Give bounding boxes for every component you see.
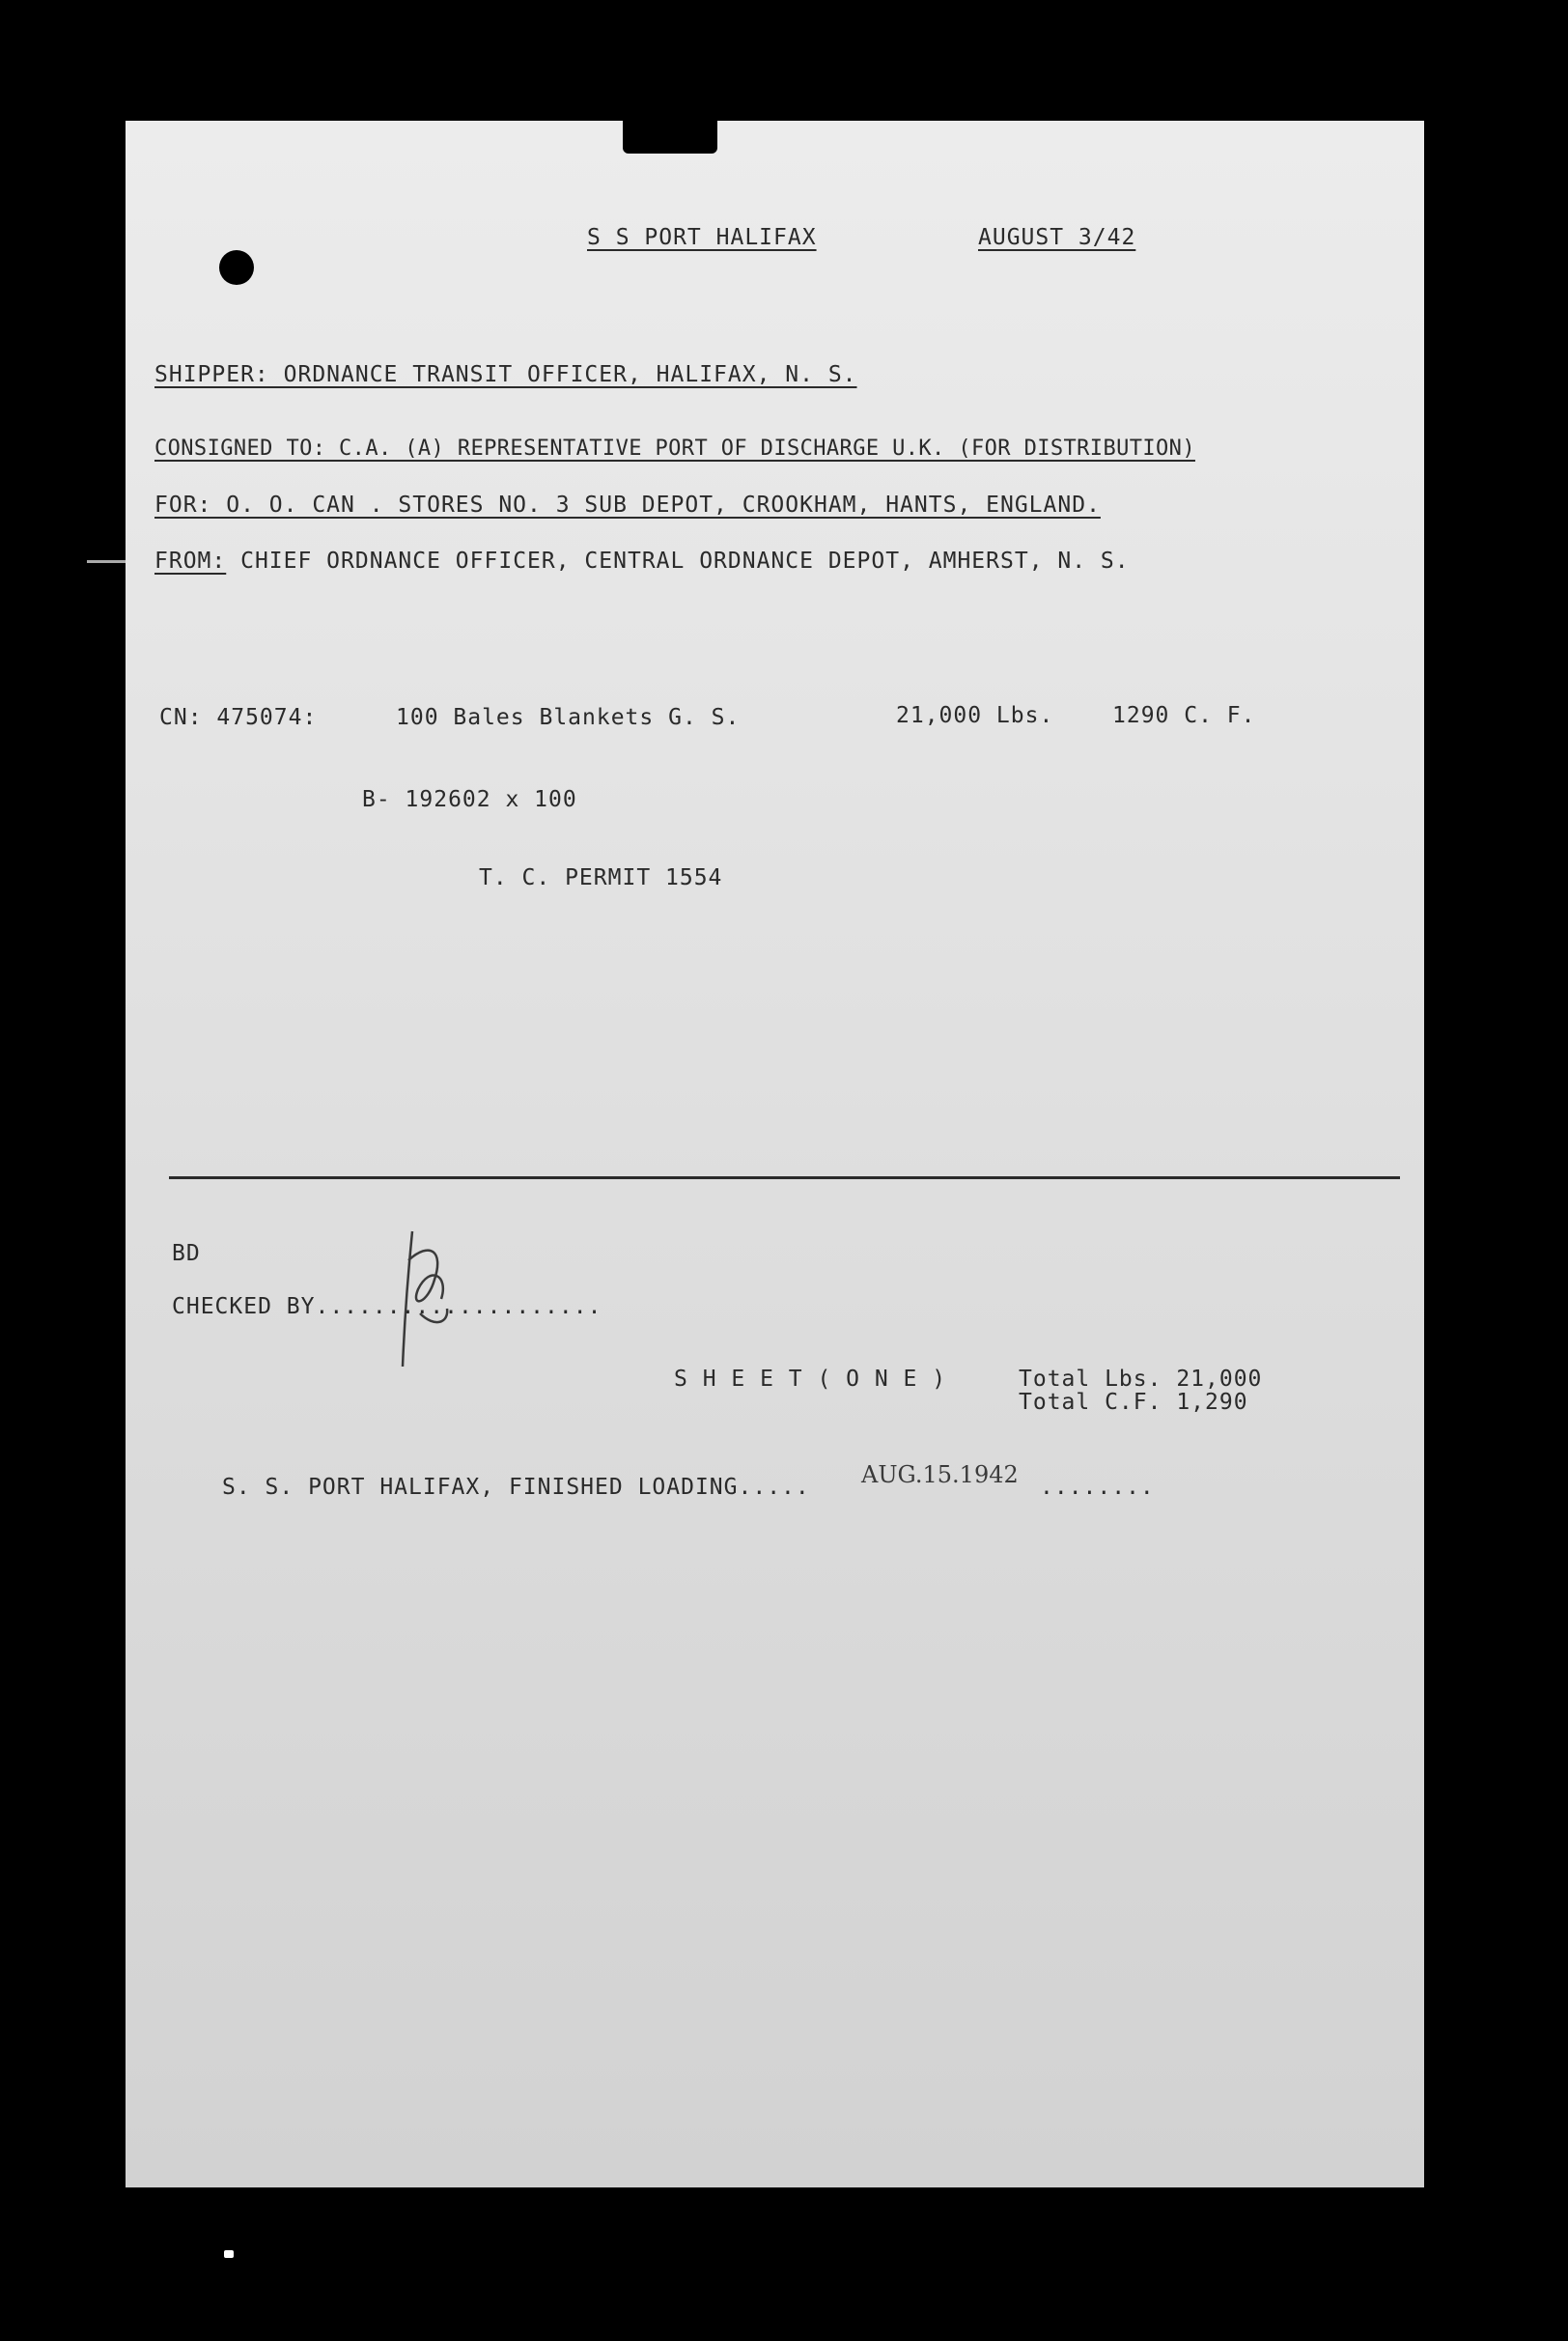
finished-loading-date: AUG.15.1942 xyxy=(861,1461,1019,1488)
initials: BD xyxy=(172,1241,201,1266)
from-value: CHIEF ORDNANCE OFFICER, CENTRAL ORDNANCE DEPOT, AMHERST, N. S. xyxy=(226,549,1130,574)
from-line xyxy=(154,549,1130,574)
punch-hole xyxy=(219,250,254,285)
trailing-dots: ........ xyxy=(1040,1475,1155,1500)
total-cf: Total C.F. 1,290 xyxy=(1019,1390,1248,1415)
shipper-line: SHIPPER: ORDNANCE TRANSIT OFFICER, HALIFAX, N. S. xyxy=(154,362,857,387)
paper-tab-mark xyxy=(623,113,717,154)
from-label: FROM: xyxy=(154,549,227,574)
item-weight: 21,000 Lbs. xyxy=(896,703,1054,728)
sheet-label: S H E E T ( O N E ) xyxy=(674,1367,947,1392)
frame-edge-mark xyxy=(87,560,126,563)
cn-number: CN: 475074: xyxy=(159,705,318,730)
bale-numbers: B- 192602 x 100 xyxy=(362,787,577,812)
permit-number: T. C. PERMIT 1554 xyxy=(479,865,723,890)
checked-by-line: CHECKED BY.................... xyxy=(172,1294,602,1319)
frame-speck xyxy=(224,2250,234,2258)
consigned-to-line: CONSIGNED TO: C.A. (A) REPRESENTATIVE PORT OF DISCHARGE U.K. (FOR DISTRIBUTION) xyxy=(154,437,1195,461)
ship-name: S S PORT HALIFAX xyxy=(587,225,817,250)
item-volume: 1290 C. F. xyxy=(1112,703,1256,728)
item-description: 100 Bales Blankets G. S. xyxy=(396,705,741,730)
finished-loading-line: S. S. PORT HALIFAX, FINISHED LOADING..... xyxy=(222,1475,810,1500)
header-date: AUGUST 3/42 xyxy=(978,225,1136,250)
for-line: FOR: O. O. CAN . STORES NO. 3 SUB DEPOT, CROOKHAM, HANTS, ENGLAND. xyxy=(154,493,1101,518)
total-lbs: Total Lbs. 21,000 xyxy=(1019,1367,1263,1392)
signature-mark xyxy=(391,1222,468,1376)
divider-rule xyxy=(169,1176,1400,1179)
document-sheet xyxy=(126,121,1424,2187)
